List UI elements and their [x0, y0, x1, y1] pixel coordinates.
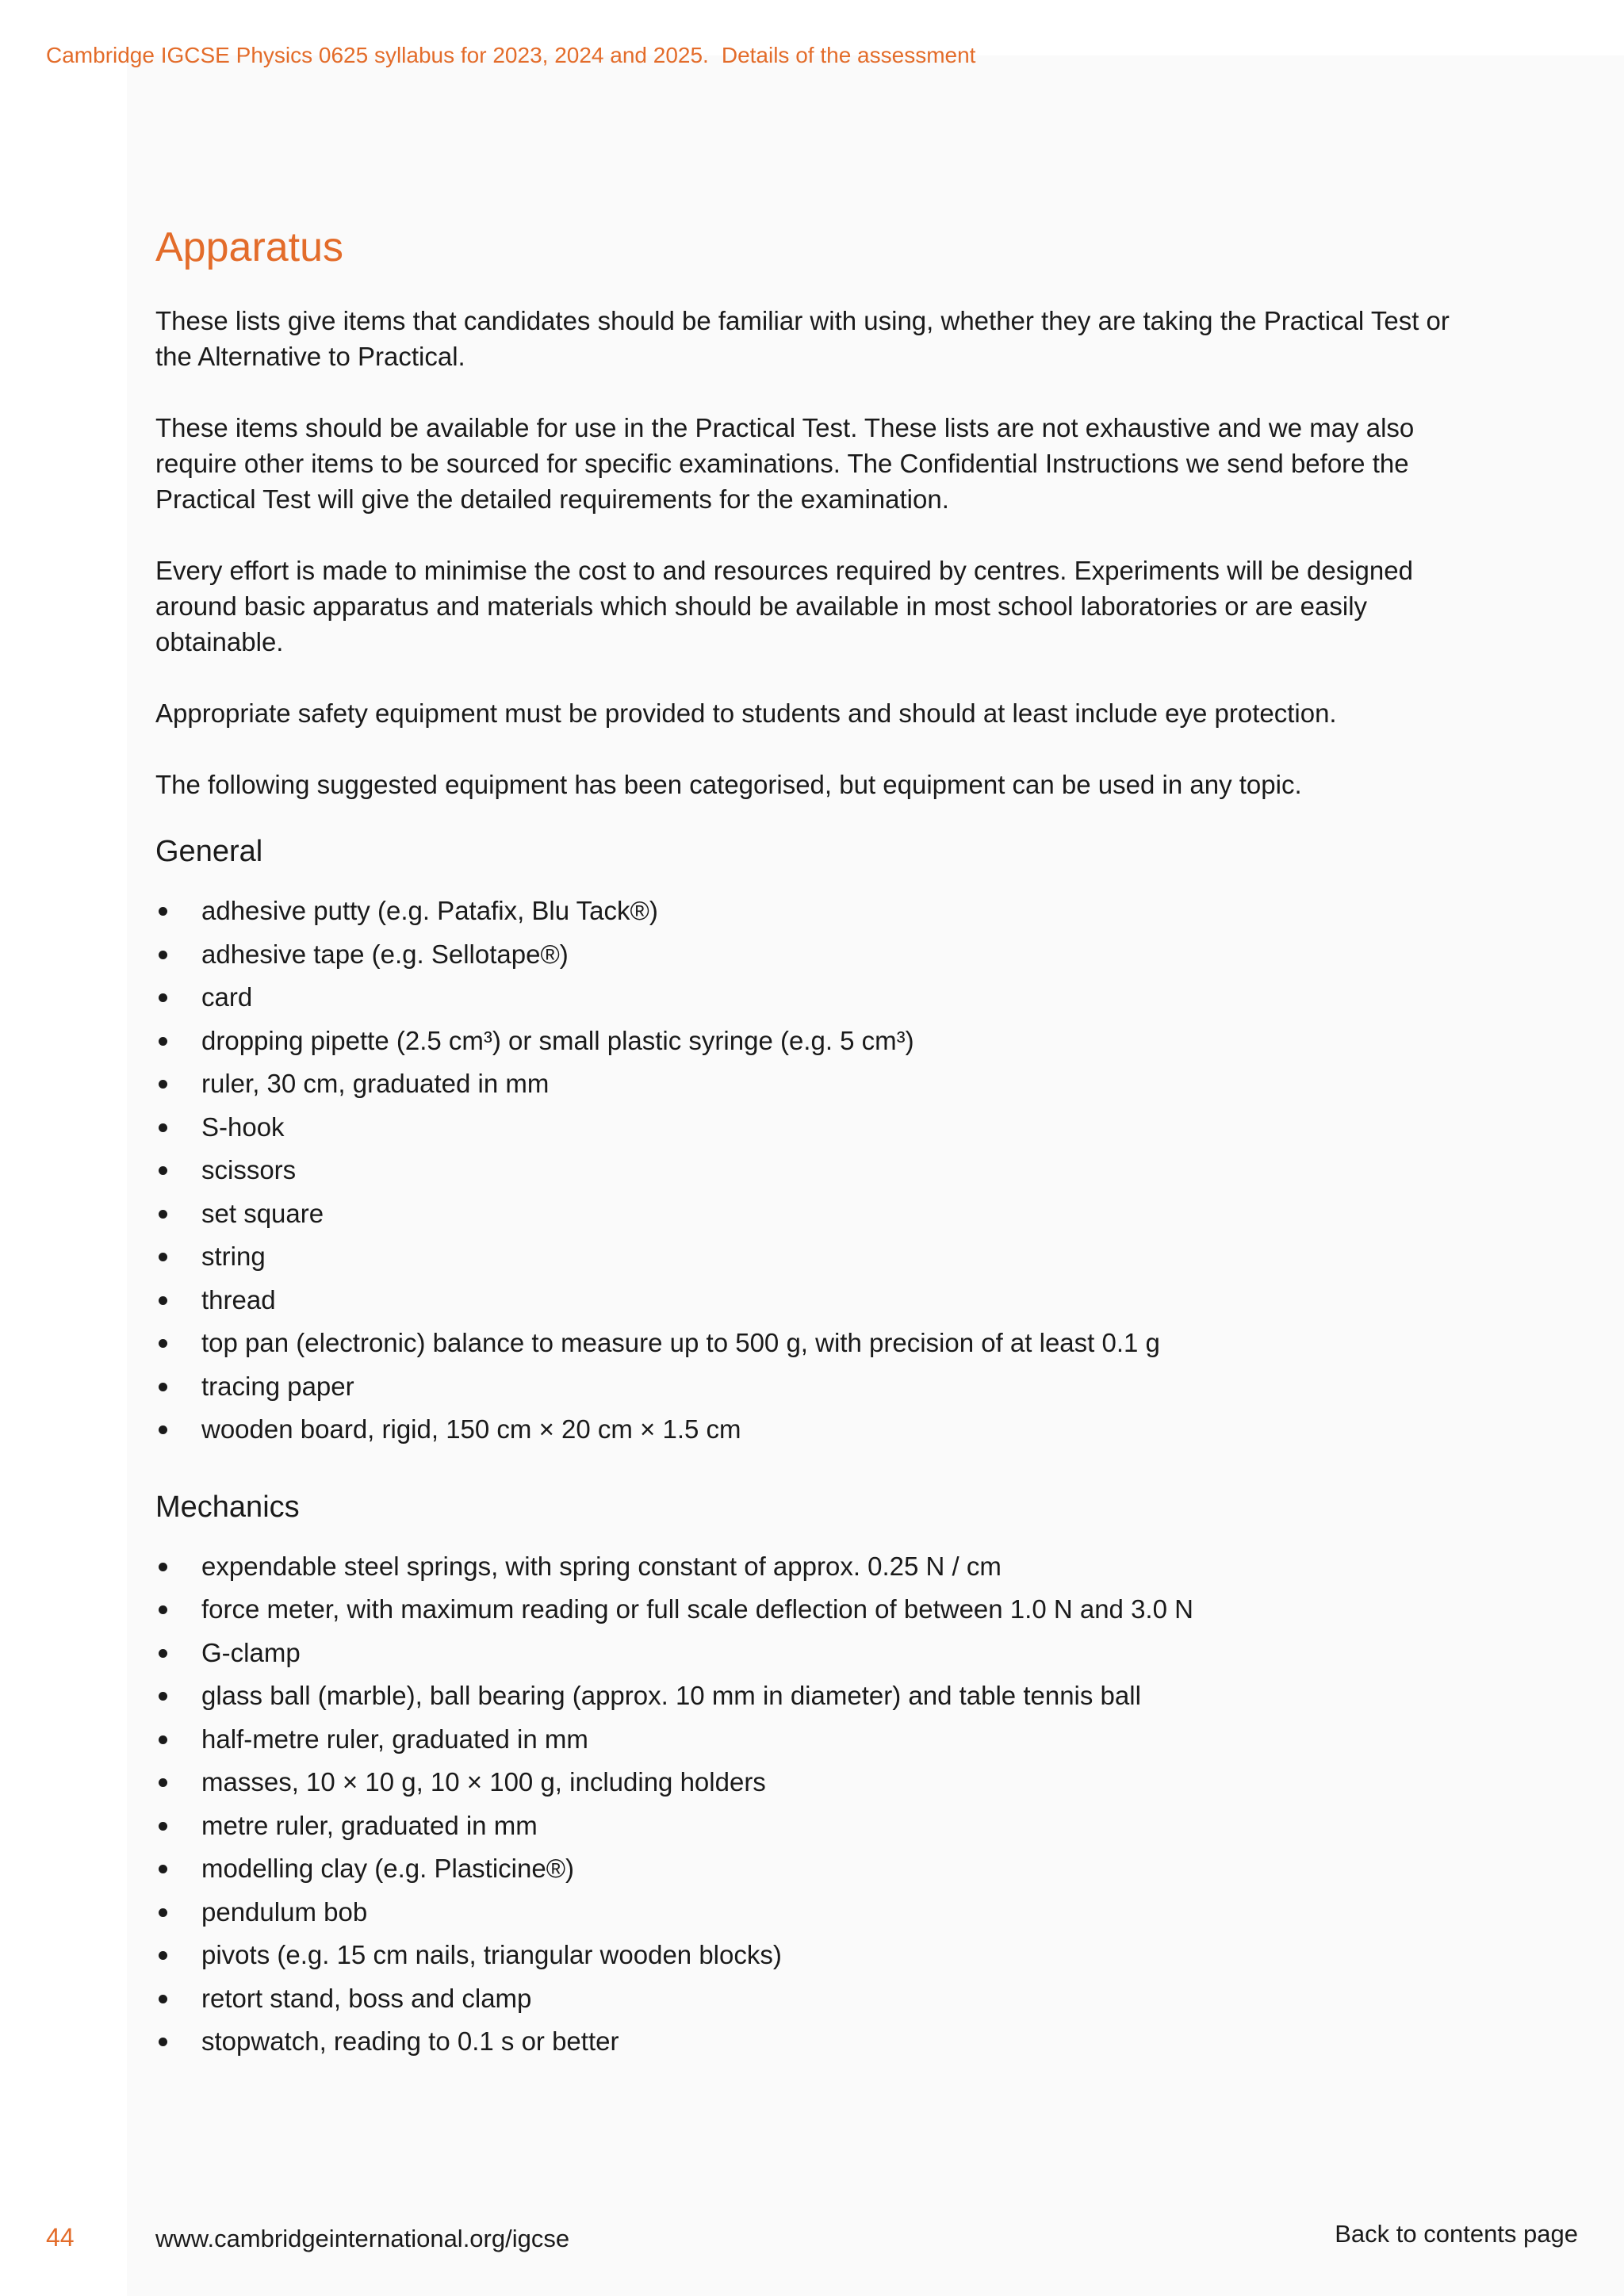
- list-item: glass ball (marble), ball bearing (approx. 10 mm in diameter) and table tennis ball: [155, 1674, 1488, 1718]
- general-list: [155, 890, 1488, 1452]
- list-item: adhesive tape (e.g. Sellotape®): [155, 933, 1488, 977]
- list-item: scissors: [155, 1149, 1488, 1192]
- list-item: S-hook: [155, 1106, 1488, 1150]
- list-item: ruler, 30 cm, graduated in mm: [155, 1062, 1488, 1106]
- running-header-title: Cambridge IGCSE Physics 0625 syllabus for 2023, 2024 and 2025.: [46, 43, 709, 67]
- list-item: force meter, with maximum reading or full scale deflection of between 1.0 N and 3.0 N: [155, 1588, 1488, 1632]
- list-item: tracing paper: [155, 1365, 1488, 1409]
- mechanics-heading: Mechanics: [155, 1490, 300, 1524]
- page-number: 44: [46, 2223, 75, 2252]
- page-title: Apparatus: [155, 224, 344, 270]
- list-item: pendulum bob: [155, 1891, 1488, 1934]
- list-item: modelling clay (e.g. Plasticine®): [155, 1847, 1488, 1891]
- back-to-contents-link[interactable]: Back to contents page: [1335, 2220, 1578, 2248]
- list-item: stopwatch, reading to 0.1 s or better: [155, 2020, 1488, 2064]
- list-item: wooden board, rigid, 150 cm × 20 cm × 1.5 cm: [155, 1408, 1488, 1452]
- list-item: dropping pipette (2.5 cm³) or small plastic syringe (e.g. 5 cm³): [155, 1020, 1488, 1063]
- list-item: set square: [155, 1192, 1488, 1236]
- cost-paragraph: Every effort is made to minimise the cost to and resources required by centres. Experiments will be designed around basic apparatus and materials which should be available in most school laboratories or are easily obtainable.: [155, 556, 1413, 656]
- list-item: masses, 10 × 10 g, 10 × 100 g, including holders: [155, 1761, 1488, 1804]
- list-item: adhesive putty (e.g. Patafix, Blu Tack®): [155, 890, 1488, 933]
- list-item: half-metre ruler, graduated in mm: [155, 1718, 1488, 1762]
- list-item: card: [155, 976, 1488, 1020]
- main-content: [155, 222, 1488, 2100]
- list-item: G-clamp: [155, 1632, 1488, 1675]
- list-item: pivots (e.g. 15 cm nails, triangular wooden blocks): [155, 1934, 1488, 1977]
- list-item: string: [155, 1235, 1488, 1279]
- list-item: thread: [155, 1279, 1488, 1322]
- availability-paragraph: These items should be available for use in the Practical Test. These lists are not exhaustive and we may also require other items to be sourced for specific examinations. The Confidential Instructions we send before the Practical Test will give the detailed requirements for the examination.: [155, 413, 1415, 514]
- categorised-paragraph: The following suggested equipment has been categorised, but equipment can be used in any topic.: [155, 770, 1302, 799]
- list-item: top pan (electronic) balance to measure up to 500 g, with precision of at least 0.1 g: [155, 1322, 1488, 1365]
- running-header-section: Details of the assessment: [721, 43, 976, 67]
- list-item: retort stand, boss and clamp: [155, 1977, 1488, 2021]
- website-url: www.cambridgeinternational.org/igcse: [155, 2225, 570, 2252]
- general-heading: General: [155, 835, 263, 868]
- intro-paragraph: These lists give items that candidates should be familiar with using, whether they are taking the Practical Test or the Alternative to Practical.: [155, 306, 1450, 371]
- running-header: [46, 43, 975, 68]
- mechanics-list: [155, 1545, 1488, 2064]
- list-item: metre ruler, graduated in mm: [155, 1804, 1488, 1848]
- safety-paragraph: Appropriate safety equipment must be provided to students and should at least include eye protection.: [155, 698, 1337, 728]
- list-item: expendable steel springs, with spring constant of approx. 0.25 N / cm: [155, 1545, 1488, 1589]
